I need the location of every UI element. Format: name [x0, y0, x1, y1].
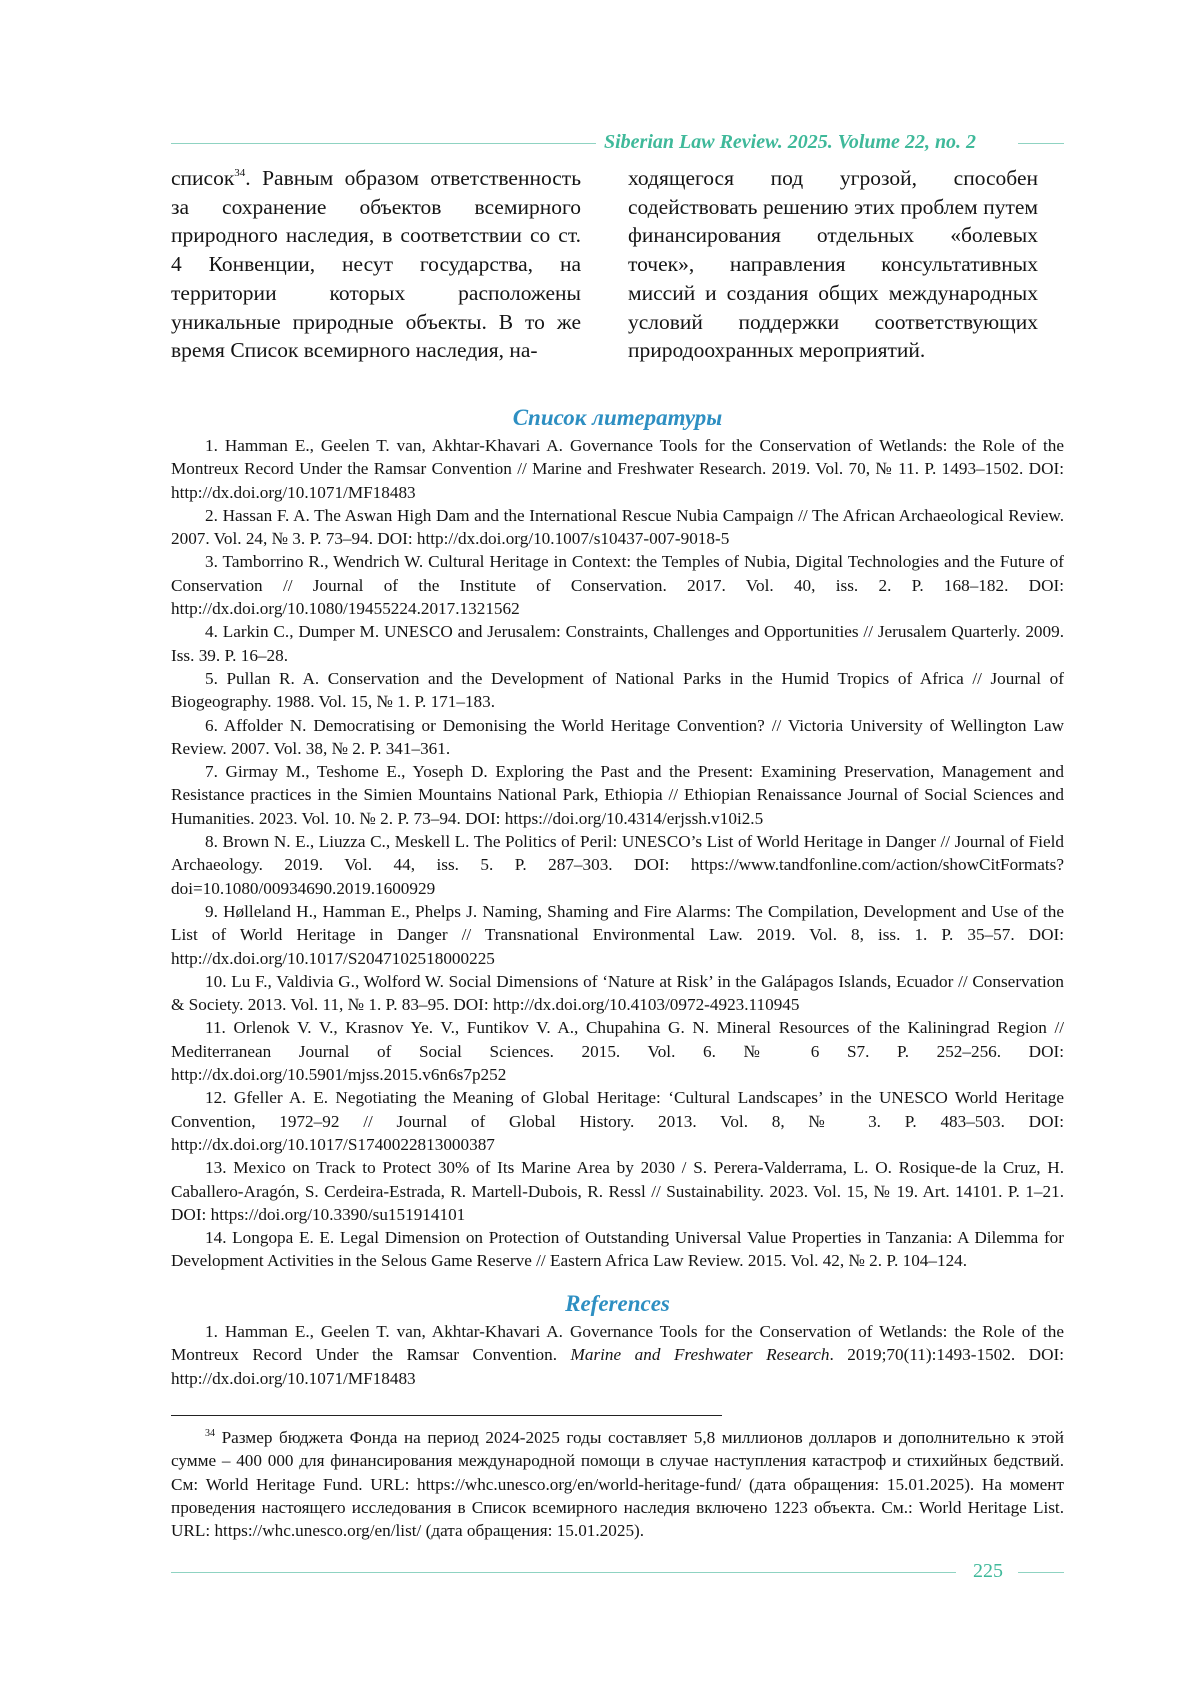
- body-text-rest: . Равным образом ответственность за сохранение объектов всемирного природного наследия, в соответствии со ст. 4 Конвенции, несут государства, на территории которых расположены уникальные природные объекты. В то же время Список всемирного наследия, на-: [171, 166, 581, 363]
- footnote-number: 34: [205, 1428, 215, 1439]
- body-paragraph-right: ходящегося под угрозой, способен содействовать решению этих проблем путем финансирования отдельных «болевых точек», направления консультативных миссий и создания общих международных условий поддержки соответствующих природоохранных мероприятий.: [628, 166, 1038, 363]
- literature-item: 3. Tamborrino R., Wendrich W. Cultural Heritage in Context: the Temples of Nubia, Digital Technologies and the Future of Conservation // Journal of the Institute of Conservation. 2017. Vol. 40, iss. 2. P. 168–182. DOI: http://dx.doi.org/10.1080/19455224.2017.1321562: [171, 552, 1064, 619]
- literature-item: 9. Hølleland H., Hamman E., Phelps J. Naming, Shaming and Fire Alarms: The Compilation, Development and Use of the List of World Heritage in Danger // Transnational Environmental Law. 2019. Vol. 8, iss. 1. P. 35–57. DOI: http://dx.doi.org/10.1017/S2047102518000225: [171, 901, 1064, 968]
- footnote: [171, 1426, 1064, 1542]
- literature-list: [171, 434, 1064, 1273]
- literature-item: 1. Hamman E., Geelen T. van, Akhtar-Khavari A. Governance Tools for the Conservation of Wetlands: the Role of the Montreux Record Under the Ramsar Convention // Marine and Freshwater Research. 2019. Vol. 70, № 11. P. 1493–1502. DOI: http://dx.doi.org/10.1071/MF18483: [171, 436, 1064, 502]
- references-item-prefix: 1. Hamman E., Geelen T. van, Akhtar-Khavari A. Governance Tools for the Conservation of Wetlands: the Role of the Montreux Record Under the Ramsar Convention.: [171, 1322, 1064, 1365]
- literature-item: 14. Longopa E. E. Legal Dimension on Protection of Outstanding Universal Value Properties in Tanzania: A Dilemma for Development Activities in the Selous Game Reserve // Eastern Africa Law Review. 2015. Vol. 42, № 2. P. 104–124.: [171, 1228, 1064, 1271]
- references-item-suffix: . 2019;70(11):1493-1502. DOI: http://dx.doi.org/10.1071/MF18483: [171, 1345, 1064, 1388]
- footnote-text: Размер бюджета Фонда на период 2024-2025 годы составляет 5,8 миллионов долларов и дополнительно к этой сумме – 400 000 для финансирования международной помощи в случае наступления катастроф и стихийных бедствий. См: World Heritage Fund. URL: https://whc.unesco.org/en/world-heritage-fund/ (дата обращения: 15.01.2025). На момент проведения настоящего исследования в Список всемирного наследия включено 1223 объекта. См.: World Heritage List. URL: https://whc.unesco.org/en/list/ (дата обращения: 15.01.2025).: [171, 1428, 1064, 1541]
- literature-item: 11. Orlenok V. V., Krasnov Ye. V., Funtikov V. A., Chupahina G. N. Mineral Resources of the Kaliningrad Region // Mediterranean Journal of Social Sciences. 2015. Vol. 6. № 6 S7. P. 252–256. DOI: http://dx.doi.org/10.5901/mjss.2015.v6n6s7p252: [171, 1018, 1064, 1085]
- literature-item: 4. Larkin C., Dumper M. UNESCO and Jerusalem: Constraints, Challenges and Opportunities // Jerusalem Quarterly. 2009. Iss. 39. P. 16–28.: [171, 622, 1064, 665]
- literature-item: 10. Lu F., Valdivia G., Wolford W. Social Dimensions of ‘Nature at Risk’ in the Galápagos Islands, Ecuador // Conservation & Society. 2013. Vol. 11, № 1. P. 83–95. DOI: http://dx.doi.org/10.4103/0972-4923.110945: [171, 971, 1064, 1015]
- body-column-left: [171, 164, 581, 365]
- literature-item: 8. Brown N. E., Liuzza C., Meskell L. The Politics of Peril: UNESCO’s List of World Heritage in Danger // Journal of Field Archaeology. 2019. Vol. 44, iss. 5. P. 287–303. DOI: https://www.tandfonline.com/action/showCitFormats?doi=10.1080/00934690.2019.1600929: [171, 832, 1064, 898]
- literature-item: 5. Pullan R. A. Conservation and the Development of National Parks in the Humid Tropics of Africa // Journal of Biogeography. 1988. Vol. 15, № 1. P. 171–183.: [171, 668, 1064, 712]
- header-rule-left: [171, 143, 596, 144]
- literature-item: 13. Mexico on Track to Protect 30% of Its Marine Area by 2030 / S. Perera-Valderrama, L. O. Rosique-de la Cruz, H. Caballero-Aragón, S. Cerdeira-Estrada, R. Martell-Dubois, R. Ressl // Sustainability. 2023. Vol. 15, № 19. Art. 14101. P. 1–21. DOI: https://doi.org/10.3390/su151914101: [171, 1158, 1064, 1224]
- references-item-journal: Marine and Freshwater Research: [570, 1345, 830, 1365]
- literature-item: 6. Affolder N. Democratising or Demonising the World Heritage Convention? // Victoria University of Wellington Law Review. 2007. Vol. 38, № 2. P. 341–361.: [171, 715, 1064, 758]
- running-head: Siberian Law Review. 2025. Volume 22, no. 2: [604, 131, 977, 153]
- literature-item: 12. Gfeller A. E. Negotiating the Meaning of Global Heritage: ‘Cultural Landscapes’ in the UNESCO World Heritage Convention, 1972–92 // Journal of Global History. 2013. Vol. 8, № 3. P. 483–503. DOI: http://dx.doi.org/10.1017/S1740022813000387: [171, 1088, 1064, 1154]
- references-item: [171, 1320, 1064, 1390]
- literature-item: 2. Hassan F. A. The Aswan High Dam and the International Rescue Nubia Campaign // The African Archaeological Review. 2007. Vol. 24, № 3. P. 73–94. DOI: http://dx.doi.org/10.1007/s10437-007-9018-5: [171, 505, 1064, 549]
- literature-title: Список литературы: [512, 405, 723, 430]
- footer-rule-right: [1018, 1572, 1064, 1573]
- references-title: References: [565, 1291, 670, 1316]
- literature-item: 7. Girmay M., Teshome E., Yoseph D. Exploring the Past and the Present: Examining Preservation, Management and Resistance practices in the Simien Mountains National Park, Ethiopia // Ethiopian Renaissance Journal of Social Sciences and Humanities. 2023. Vol. 10. № 2. P. 73–94. DOI: https://doi.org/10.4314/erjssh.v10i2.5: [171, 762, 1064, 828]
- body-column-right: [628, 164, 1038, 365]
- references-list: [171, 1320, 1064, 1390]
- footnote-rule: [171, 1415, 722, 1416]
- body-paragraph-left: [171, 164, 581, 365]
- page-number: 225: [973, 1560, 1003, 1582]
- body-text-start: список: [171, 166, 235, 190]
- footnote-marker[interactable]: 34: [234, 167, 246, 179]
- footer-rule-left: [171, 1572, 956, 1573]
- header-rule-right: [1018, 143, 1064, 144]
